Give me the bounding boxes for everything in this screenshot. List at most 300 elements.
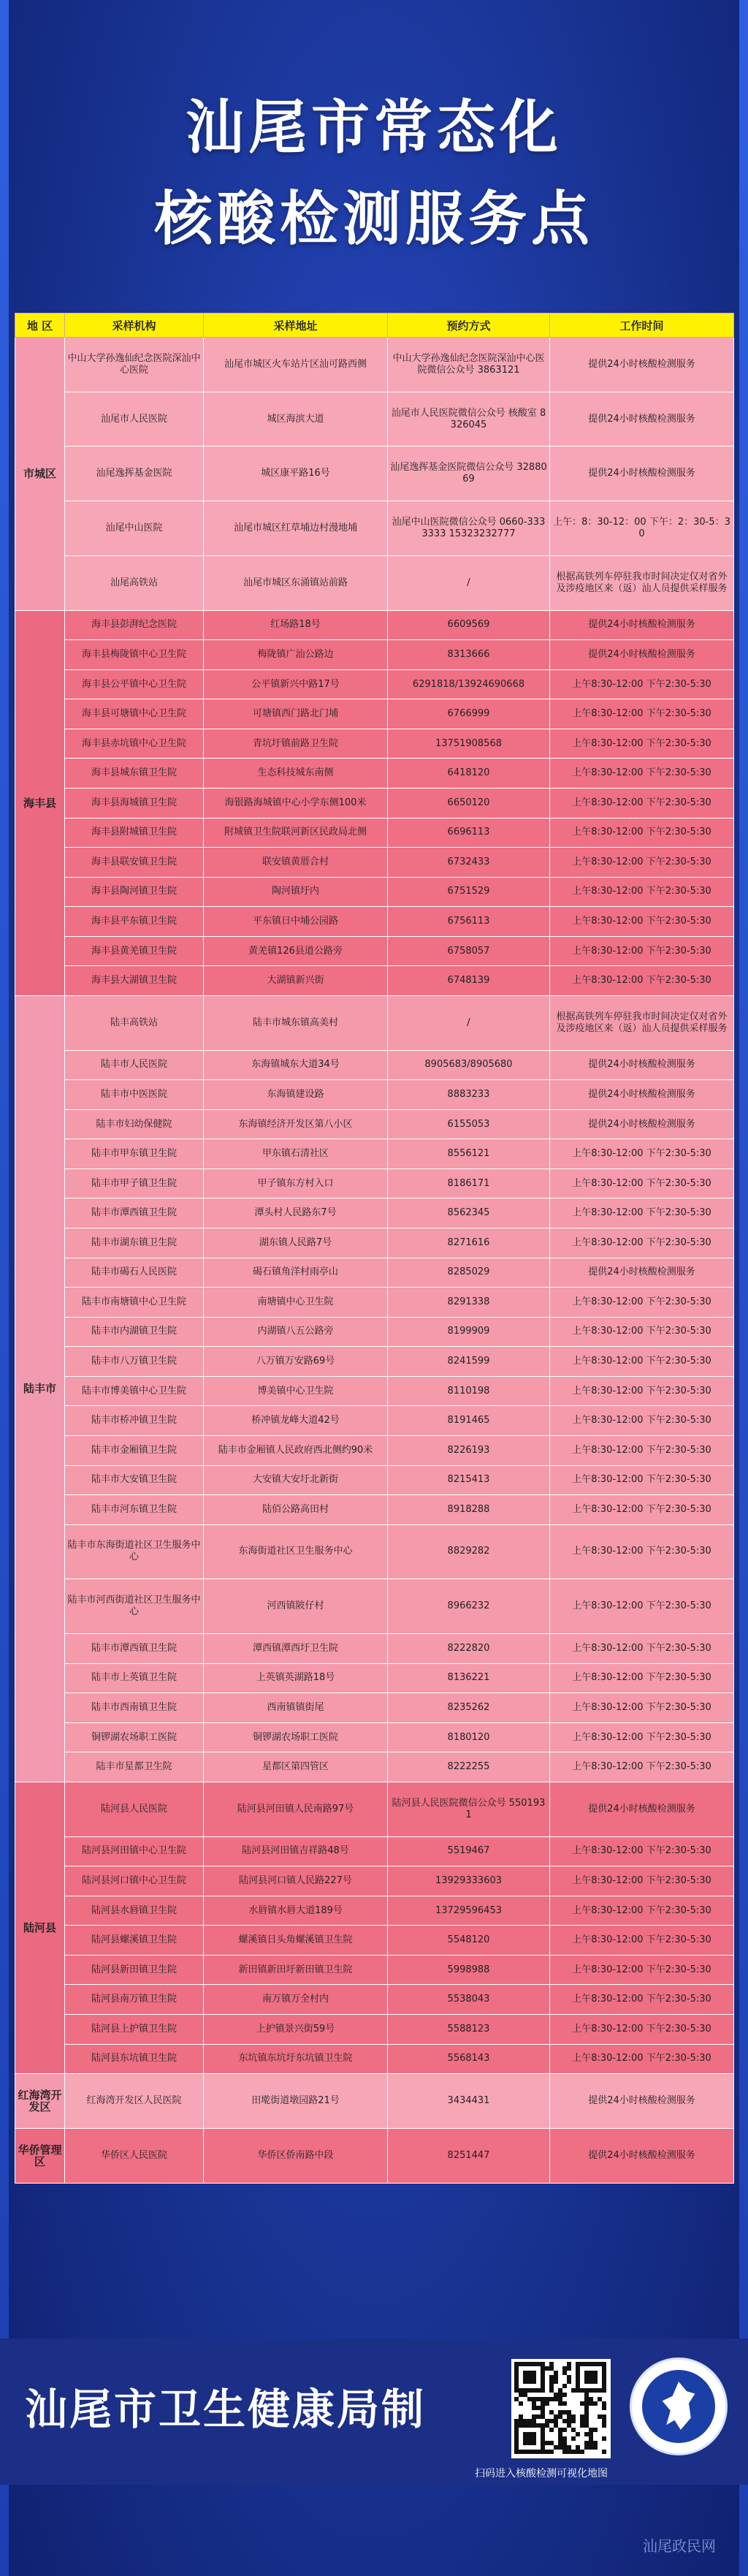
address-cell: 红场路18号 [204, 610, 388, 640]
district-cell: 华侨管理区 [15, 2128, 65, 2183]
address-cell: 华侨区侨南路中段 [204, 2128, 388, 2183]
hours-cell: 上午8:30-12:00 下午2:30-5:30 [550, 1579, 734, 1634]
organization-cell: 汕尾高铁站 [65, 555, 204, 610]
address-cell: 东海镇城东大道34号 [204, 1050, 388, 1080]
testing-sites-table [15, 313, 734, 2184]
booking-cell: 8136221 [388, 1663, 550, 1693]
table-row [15, 1228, 734, 1258]
table-row [15, 610, 734, 640]
organization-cell: 海丰县海城镇卫生院 [65, 788, 204, 818]
table-row [15, 759, 734, 789]
district-cell: 市城区 [15, 338, 65, 611]
hours-cell: 上午8:30-12:00 下午2:30-5:30 [550, 966, 734, 996]
qr-code[interactable] [511, 2359, 611, 2458]
address-cell: 田墘街道墩园路21号 [204, 2074, 388, 2129]
table-row [15, 1080, 734, 1110]
organization-cell: 陆丰市西南镇卫生院 [65, 1693, 204, 1723]
address-cell: 南塘镇中心卫生院 [204, 1288, 388, 1318]
address-cell: 陆丰市城东镇高美村 [204, 995, 388, 1050]
table-row [15, 1109, 734, 1139]
hours-cell: 上午8:30-12:00 下午2:30-5:30 [550, 848, 734, 878]
booking-cell: 6748139 [388, 966, 550, 996]
hours-cell: 上午8:30-12:00 下午2:30-5:30 [550, 788, 734, 818]
address-cell: 大安镇大安圩北新街 [204, 1465, 388, 1495]
organization-cell: 陆丰市上英镇卫生院 [65, 1663, 204, 1693]
hours-cell: 上午8:30-12:00 下午2:30-5:30 [550, 699, 734, 729]
table-row [15, 699, 734, 729]
left-border-stripe [0, 0, 9, 2576]
organization-cell: 陆丰市潭西镇卫生院 [65, 1634, 204, 1664]
hours-cell: 上午8:30-12:00 下午2:30-5:30 [550, 1752, 734, 1782]
address-cell: 上护镇景兴街59号 [204, 2014, 388, 2044]
organization-cell: 汕尾中山医院 [65, 501, 204, 556]
hours-cell: 提供24小时核酸检测服务 [550, 1080, 734, 1110]
table-body [15, 338, 734, 2184]
address-cell: 西南镇镇街尾 [204, 1693, 388, 1723]
address-cell: 陆佰公路高田村 [204, 1495, 388, 1525]
booking-cell: 6609569 [388, 610, 550, 640]
booking-cell: 汕尾市人民医院微信公众号 核酸室 8326045 [388, 392, 550, 447]
booking-cell: 6650120 [388, 788, 550, 818]
qr-module [602, 2406, 606, 2410]
booking-cell: 5998988 [388, 1955, 550, 1985]
booking-cell: 5568143 [388, 2044, 550, 2074]
booking-cell: 8226193 [388, 1435, 550, 1465]
right-border-stripe [739, 0, 748, 2576]
booking-cell: 中山大学孙逸仙纪念医院深汕中心医院微信公众号 3863121 [388, 338, 550, 392]
qr-module [519, 2401, 523, 2406]
hours-cell: 上午8:30-12:00 下午2:30-5:30 [550, 729, 734, 759]
organization-cell: 陆丰市碣石人民医院 [65, 1258, 204, 1288]
booking-cell: 8110198 [388, 1376, 550, 1406]
booking-cell: 汕尾中山医院微信公众号 0660-3333333 15323232777 [388, 501, 550, 556]
hours-cell: 上午8:30-12:00 下午2:30-5:30 [550, 2044, 734, 2074]
qr-module [545, 2401, 549, 2406]
table-row [15, 338, 734, 392]
address-cell: 海银路海城镇中心小学东侧100米 [204, 788, 388, 818]
table-header-row [15, 314, 734, 338]
address-cell: 东海镇经济开发区第八小区 [204, 1109, 388, 1139]
qr-module [541, 2388, 545, 2393]
address-cell: 陆河县河田镇吉祥路48号 [204, 1836, 388, 1866]
organization-cell: 陆河县东坑镇卫生院 [65, 2044, 204, 2074]
table-row [15, 877, 734, 907]
hours-cell: 上午8:30-12:00 下午2:30-5:30 [550, 1524, 734, 1579]
organization-cell: 海丰县梅陇镇中心卫生院 [65, 640, 204, 670]
address-cell: 陶河镇圩内 [204, 877, 388, 907]
booking-cell: 8235262 [388, 1693, 550, 1723]
address-cell: 内湖镇八五公路旁 [204, 1317, 388, 1347]
booking-cell: 8905683/8905680 [388, 1050, 550, 1080]
organization-cell: 陆河县水唇镇卫生院 [65, 1896, 204, 1926]
organization-cell: 陆丰市妇幼保健院 [65, 1109, 204, 1139]
hours-cell: 上午8:30-12:00 下午2:30-5:30 [550, 1198, 734, 1228]
qr-module [576, 2432, 580, 2436]
table-row [15, 1663, 734, 1693]
hours-cell: 提供24小时核酸检测服务 [550, 1782, 734, 1836]
organization-cell: 陆河县南万镇卫生院 [65, 1985, 204, 2015]
address-cell: 东海镇建设路 [204, 1080, 388, 1110]
booking-cell: 13751908568 [388, 729, 550, 759]
table-row [15, 788, 734, 818]
address-cell: 城区康平路16号 [204, 447, 388, 501]
table-row [15, 848, 734, 878]
address-cell: 青坑圩镇前路卫生院 [204, 729, 388, 759]
address-cell: 博美镇中心卫生院 [204, 1376, 388, 1406]
hours-cell: 上午8:30-12:00 下午2:30-5:30 [550, 1663, 734, 1693]
address-cell: 汕尾市城区东涌镇站前路 [204, 555, 388, 610]
booking-cell: 6766999 [388, 699, 550, 729]
hours-cell: 上午8:30-12:00 下午2:30-5:30 [550, 1288, 734, 1318]
hours-cell: 提供24小时核酸检测服务 [550, 1109, 734, 1139]
booking-cell: 8199909 [388, 1317, 550, 1347]
health-bureau-emblem [630, 2357, 728, 2455]
organization-cell: 海丰县彭湃纪念医院 [65, 610, 204, 640]
hours-cell: 上午8:30-12:00 下午2:30-5:30 [550, 1139, 734, 1169]
table-row [15, 2128, 734, 2183]
table-row [15, 818, 734, 848]
address-cell: 可塘镇西门路北门埔 [204, 699, 388, 729]
hours-cell: 上午8:30-12:00 下午2:30-5:30 [550, 1465, 734, 1495]
organization-cell: 陆河县人民医院 [65, 1782, 204, 1836]
organization-cell: 华侨区人民医院 [65, 2128, 204, 2183]
organization-cell: 海丰县赤坑镇中心卫生院 [65, 729, 204, 759]
organization-cell: 陆丰市河东镇卫生院 [65, 1495, 204, 1525]
qr-module [602, 2423, 606, 2428]
table-row [15, 2044, 734, 2074]
organization-cell: 海丰县公平镇中心卫生院 [65, 669, 204, 699]
hours-cell: 上午8:30-12:00 下午2:30-5:30 [550, 1985, 734, 2015]
booking-cell: 8186171 [388, 1169, 550, 1198]
booking-cell: 8883233 [388, 1080, 550, 1110]
table-row [15, 1985, 734, 2015]
booking-cell: 8291338 [388, 1288, 550, 1318]
booking-cell: 8313666 [388, 640, 550, 670]
hours-cell: 提供24小时核酸检测服务 [550, 338, 734, 392]
hours-cell: 上午8:30-12:00 下午2:30-5:30 [550, 1406, 734, 1436]
organization-cell: 陆丰市东海街道社区卫生服务中心 [65, 1524, 204, 1579]
table-row [15, 2074, 734, 2129]
booking-cell: 汕尾逸挥基金医院微信公众号 3288069 [388, 447, 550, 501]
booking-cell: 6155053 [388, 1109, 550, 1139]
hours-cell: 提供24小时核酸检测服务 [550, 640, 734, 670]
hours-cell: 上午8:30-12:00 下午2:30-5:30 [550, 1495, 734, 1525]
qr-module [549, 2428, 554, 2432]
booking-cell: 13929333603 [388, 1866, 550, 1896]
qr-module [602, 2436, 606, 2441]
district-cell: 陆丰市 [15, 995, 65, 1782]
hours-cell: 上午8:30-12:00 下午2:30-5:30 [550, 1896, 734, 1926]
table-row [15, 1926, 734, 1956]
address-cell: 大湖镇新兴街 [204, 966, 388, 996]
organization-cell: 陆河县新田镇卫生院 [65, 1955, 204, 1985]
organization-cell: 陆丰市湖东镇卫生院 [65, 1228, 204, 1258]
district-cell: 红海湾开发区 [15, 2074, 65, 2129]
address-cell: 陆河县河口镇人民路227号 [204, 1866, 388, 1896]
hours-cell: 上午8:30-12:00 下午2:30-5:30 [550, 1634, 734, 1664]
organization-cell: 海丰县附城镇卫生院 [65, 818, 204, 848]
address-cell: 潭头村人民路东7号 [204, 1198, 388, 1228]
address-cell: 东海街道社区卫生服务中心 [204, 1524, 388, 1579]
header-address: 采样地址 [204, 314, 388, 338]
booking-cell: 8271616 [388, 1228, 550, 1258]
booking-cell: 5548120 [388, 1926, 550, 1956]
booking-cell: 8251447 [388, 2128, 550, 2183]
qr-module [593, 2379, 598, 2384]
address-cell: 碣石镇角洋村雨亭山 [204, 1258, 388, 1288]
table-row [15, 1435, 734, 1465]
address-cell: 城区海滨大道 [204, 392, 388, 447]
booking-cell: 6758057 [388, 936, 550, 966]
qr-module [562, 2393, 567, 2397]
table-row [15, 1955, 734, 1985]
table-row [15, 1896, 734, 1926]
table-row [15, 1722, 734, 1752]
qr-module [532, 2379, 536, 2384]
hours-cell: 上午8:30-12:00 下午2:30-5:30 [550, 669, 734, 699]
qr-module [602, 2450, 606, 2454]
qr-module [567, 2366, 571, 2371]
hours-cell: 上午8:30-12:00 下午2:30-5:30 [550, 2014, 734, 2044]
organization-cell: 陆丰市南塘镇中心卫生院 [65, 1288, 204, 1318]
table-row [15, 555, 734, 610]
organization-cell: 海丰县大湖镇卫生院 [65, 966, 204, 996]
booking-cell: 5538043 [388, 1985, 550, 2015]
address-cell: 公平镇新兴中路17号 [204, 669, 388, 699]
booking-cell: 8222255 [388, 1752, 550, 1782]
address-cell: 陆河县河田镇人民南路97号 [204, 1782, 388, 1836]
organization-cell: 陆丰市桥冲镇卫生院 [65, 1406, 204, 1436]
table-row [15, 1752, 734, 1782]
organization-cell: 陆河县螺溪镇卫生院 [65, 1926, 204, 1956]
hours-cell: 上午8:30-12:00 下午2:30-5:30 [550, 1169, 734, 1198]
booking-cell: 8222820 [388, 1634, 550, 1664]
hours-cell: 上午8:30-12:00 下午2:30-5:30 [550, 1955, 734, 1985]
table-row [15, 640, 734, 670]
hours-cell: 上午8:30-12:00 下午2:30-5:30 [550, 936, 734, 966]
booking-cell: 3434431 [388, 2074, 550, 2129]
hours-cell: 上午8:30-12:00 下午2:30-5:30 [550, 818, 734, 848]
qr-module [554, 2379, 558, 2384]
hours-cell: 上午：8：30-12：00 下午：2：30-5：30 [550, 501, 734, 556]
testing-sites-table-container [15, 313, 733, 2184]
organization-cell: 陆丰市星都卫生院 [65, 1752, 204, 1782]
table-row [15, 1347, 734, 1377]
table-row [15, 1524, 734, 1579]
booking-cell: 8180120 [388, 1722, 550, 1752]
hours-cell: 提供24小时核酸检测服务 [550, 2074, 734, 2129]
header-district: 地 区 [15, 314, 65, 338]
hours-cell: 上午8:30-12:00 下午2:30-5:30 [550, 1866, 734, 1896]
qr-module [593, 2445, 598, 2450]
qr-caption: 扫码进入核酸检测可视化地图 [475, 2468, 608, 2480]
booking-cell: 13729596453 [388, 1896, 550, 1926]
table-row [15, 1579, 734, 1634]
qr-module [562, 2384, 567, 2388]
booking-cell: 5519467 [388, 1836, 550, 1866]
hours-cell: 根据高铁列车停驻我市时间决定仅对省外及涉疫地区来（返）汕人员提供采样服务 [550, 995, 734, 1050]
table-row [15, 936, 734, 966]
hours-cell: 提供24小时核酸检测服务 [550, 2128, 734, 2183]
booking-cell: 6291818/13924690668 [388, 669, 550, 699]
address-cell: 黄羌镇126县道公路旁 [204, 936, 388, 966]
organization-cell: 海丰县黄羌镇卫生院 [65, 936, 204, 966]
table-row [15, 1139, 734, 1169]
organization-cell: 陆丰市甲子镇卫生院 [65, 1169, 204, 1198]
qr-module [602, 2388, 606, 2393]
organization-cell: 海丰县平东镇卫生院 [65, 907, 204, 937]
table-row [15, 995, 734, 1050]
address-cell: 螺溪镇日头角螺溪镇卫生院 [204, 1926, 388, 1956]
address-cell: 星都区第四管区 [204, 1752, 388, 1782]
booking-cell: 陆河县人民医院微信公众号 5501931 [388, 1782, 550, 1836]
hours-cell: 提供24小时核酸检测服务 [550, 1258, 734, 1288]
qr-module [593, 2401, 598, 2406]
organization-cell: 陆丰市内湖镇卫生院 [65, 1317, 204, 1347]
organization-cell: 陆丰市大安镇卫生院 [65, 1465, 204, 1495]
table-row [15, 392, 734, 447]
address-cell: 南万镇万全村内 [204, 1985, 388, 2015]
booking-cell: 6756113 [388, 907, 550, 937]
table-row [15, 1169, 734, 1198]
organization-cell: 陆丰高铁站 [65, 995, 204, 1050]
table-row [15, 1634, 734, 1664]
booking-cell: 5588123 [388, 2014, 550, 2044]
page-title-line2: 核酸检测服务点 [154, 185, 594, 253]
booking-cell: 6732433 [388, 848, 550, 878]
booking-cell: 8191465 [388, 1406, 550, 1436]
hours-cell: 提供24小时核酸检测服务 [550, 1050, 734, 1080]
address-cell: 生态科技城东南侧 [204, 759, 388, 789]
qr-module [571, 2419, 576, 2423]
booking-cell: 8829282 [388, 1524, 550, 1579]
qr-module [567, 2379, 571, 2384]
hours-cell: 提供24小时核酸检测服务 [550, 610, 734, 640]
qr-module [562, 2428, 567, 2432]
address-cell: 平东镇日中埔公园路 [204, 907, 388, 937]
organization-cell: 陆丰市河西街道社区卫生服务中心 [65, 1579, 204, 1634]
hours-cell: 上午8:30-12:00 下午2:30-5:30 [550, 1317, 734, 1347]
address-cell: 湖东镇人民路7号 [204, 1228, 388, 1258]
address-cell: 汕尾市城区红草埔边村漫地埔 [204, 501, 388, 556]
header-hours: 工作时间 [550, 314, 734, 338]
table-row [15, 729, 734, 759]
table-row [15, 669, 734, 699]
table-row [15, 1465, 734, 1495]
organization-cell: 海丰县联安镇卫生院 [65, 848, 204, 878]
organization-cell: 陆丰市甲东镇卫生院 [65, 1139, 204, 1169]
organization-cell: 陆河县河田镇中心卫生院 [65, 1836, 204, 1866]
booking-cell: 8966232 [388, 1579, 550, 1634]
organization-cell: 陆丰市博美镇中心卫生院 [65, 1376, 204, 1406]
table-row [15, 1866, 734, 1896]
address-cell: 甲东镇石清社区 [204, 1139, 388, 1169]
watermark: 汕尾政民网 [643, 2537, 716, 2555]
header-organization: 采样机构 [65, 314, 204, 338]
address-cell: 八万镇万安路69号 [204, 1347, 388, 1377]
address-cell: 新田镇新田圩新田镇卫生院 [204, 1955, 388, 1985]
qr-module [562, 2401, 567, 2406]
address-cell: 陆丰市金厢镇人民政府西北侧约90米 [204, 1435, 388, 1465]
address-cell: 联安镇黄厝合村 [204, 848, 388, 878]
address-cell: 东坑镇东坑圩东坑镇卫生院 [204, 2044, 388, 2074]
booking-cell: / [388, 995, 550, 1050]
address-cell: 河西镇陂仔村 [204, 1579, 388, 1634]
organization-cell: 陆河县河口镇中心卫生院 [65, 1866, 204, 1896]
table-row [15, 1693, 734, 1723]
address-cell: 桥冲镇龙峰大道42号 [204, 1406, 388, 1436]
hours-cell: 上午8:30-12:00 下午2:30-5:30 [550, 1926, 734, 1956]
hours-cell: 提供24小时核酸检测服务 [550, 392, 734, 447]
district-cell: 陆河县 [15, 1782, 65, 2073]
hours-cell: 上午8:30-12:00 下午2:30-5:30 [550, 907, 734, 937]
address-cell: 甲子镇东方村入口 [204, 1169, 388, 1198]
hours-cell: 上午8:30-12:00 下午2:30-5:30 [550, 1435, 734, 1465]
hours-cell: 上午8:30-12:00 下午2:30-5:30 [550, 1693, 734, 1723]
hours-cell: 上午8:30-12:00 下午2:30-5:30 [550, 877, 734, 907]
booking-cell: / [388, 555, 550, 610]
table-row [15, 1495, 734, 1525]
address-cell: 梅陇镇广汕公路边 [204, 640, 388, 670]
booking-cell: 8285029 [388, 1258, 550, 1288]
table-row [15, 1050, 734, 1080]
organization-cell: 红海湾开发区人民医院 [65, 2074, 204, 2129]
qr-module [549, 2450, 554, 2454]
booking-cell: 8241599 [388, 1347, 550, 1377]
table-row [15, 1317, 734, 1347]
hours-cell: 提供24小时核酸检测服务 [550, 447, 734, 501]
organization-cell: 海丰县城东镇卫生院 [65, 759, 204, 789]
address-cell: 汕尾市城区火车站片区汕可路西侧 [204, 338, 388, 392]
table-row [15, 1198, 734, 1228]
header-booking: 预约方式 [388, 314, 550, 338]
qr-module [532, 2441, 536, 2445]
qr-module [580, 2450, 584, 2454]
organization-cell: 海丰县陶河镇卫生院 [65, 877, 204, 907]
table-row [15, 966, 734, 996]
organization-cell: 海丰县可塘镇中心卫生院 [65, 699, 204, 729]
booking-cell: 8918288 [388, 1495, 550, 1525]
booking-cell: 6696113 [388, 818, 550, 848]
table-row [15, 447, 734, 501]
organization-cell: 中山大学孙逸仙纪念医院深汕中心医院 [65, 338, 204, 392]
address-cell: 潭西镇潭西圩卫生院 [204, 1634, 388, 1664]
table-row [15, 907, 734, 937]
address-cell: 水唇镇水唇大道189号 [204, 1896, 388, 1926]
hours-cell: 根据高铁列车停驻我市时间决定仅对省外及涉疫地区来（返）汕人员提供采样服务 [550, 555, 734, 610]
district-cell: 海丰县 [15, 610, 65, 995]
organization-cell: 陆丰市潭西镇卫生院 [65, 1198, 204, 1228]
footer-issuer-title: 汕尾市卫生健康局制 [25, 2385, 427, 2434]
table-row [15, 1406, 734, 1436]
table-row [15, 1782, 734, 1836]
hours-cell: 上午8:30-12:00 下午2:30-5:30 [550, 1347, 734, 1377]
address-cell: 上英镇英湖路18号 [204, 1663, 388, 1693]
organization-cell: 陆丰市八万镇卫生院 [65, 1347, 204, 1377]
table-row [15, 501, 734, 556]
organization-cell: 陆丰市中医医院 [65, 1080, 204, 1110]
page-title-line1: 汕尾市常态化 [186, 94, 562, 162]
hours-cell: 上午8:30-12:00 下午2:30-5:30 [550, 1228, 734, 1258]
qr-module [593, 2428, 598, 2432]
organization-cell: 铜锣湖农场职工医院 [65, 1722, 204, 1752]
qr-module [571, 2436, 576, 2441]
address-cell: 铜锣湖农场职工医院 [204, 1722, 388, 1752]
organization-cell: 汕尾市人民医院 [65, 392, 204, 447]
booking-cell: 8215413 [388, 1465, 550, 1495]
hours-cell: 上午8:30-12:00 下午2:30-5:30 [550, 1722, 734, 1752]
hours-cell: 上午8:30-12:00 下午2:30-5:30 [550, 1376, 734, 1406]
